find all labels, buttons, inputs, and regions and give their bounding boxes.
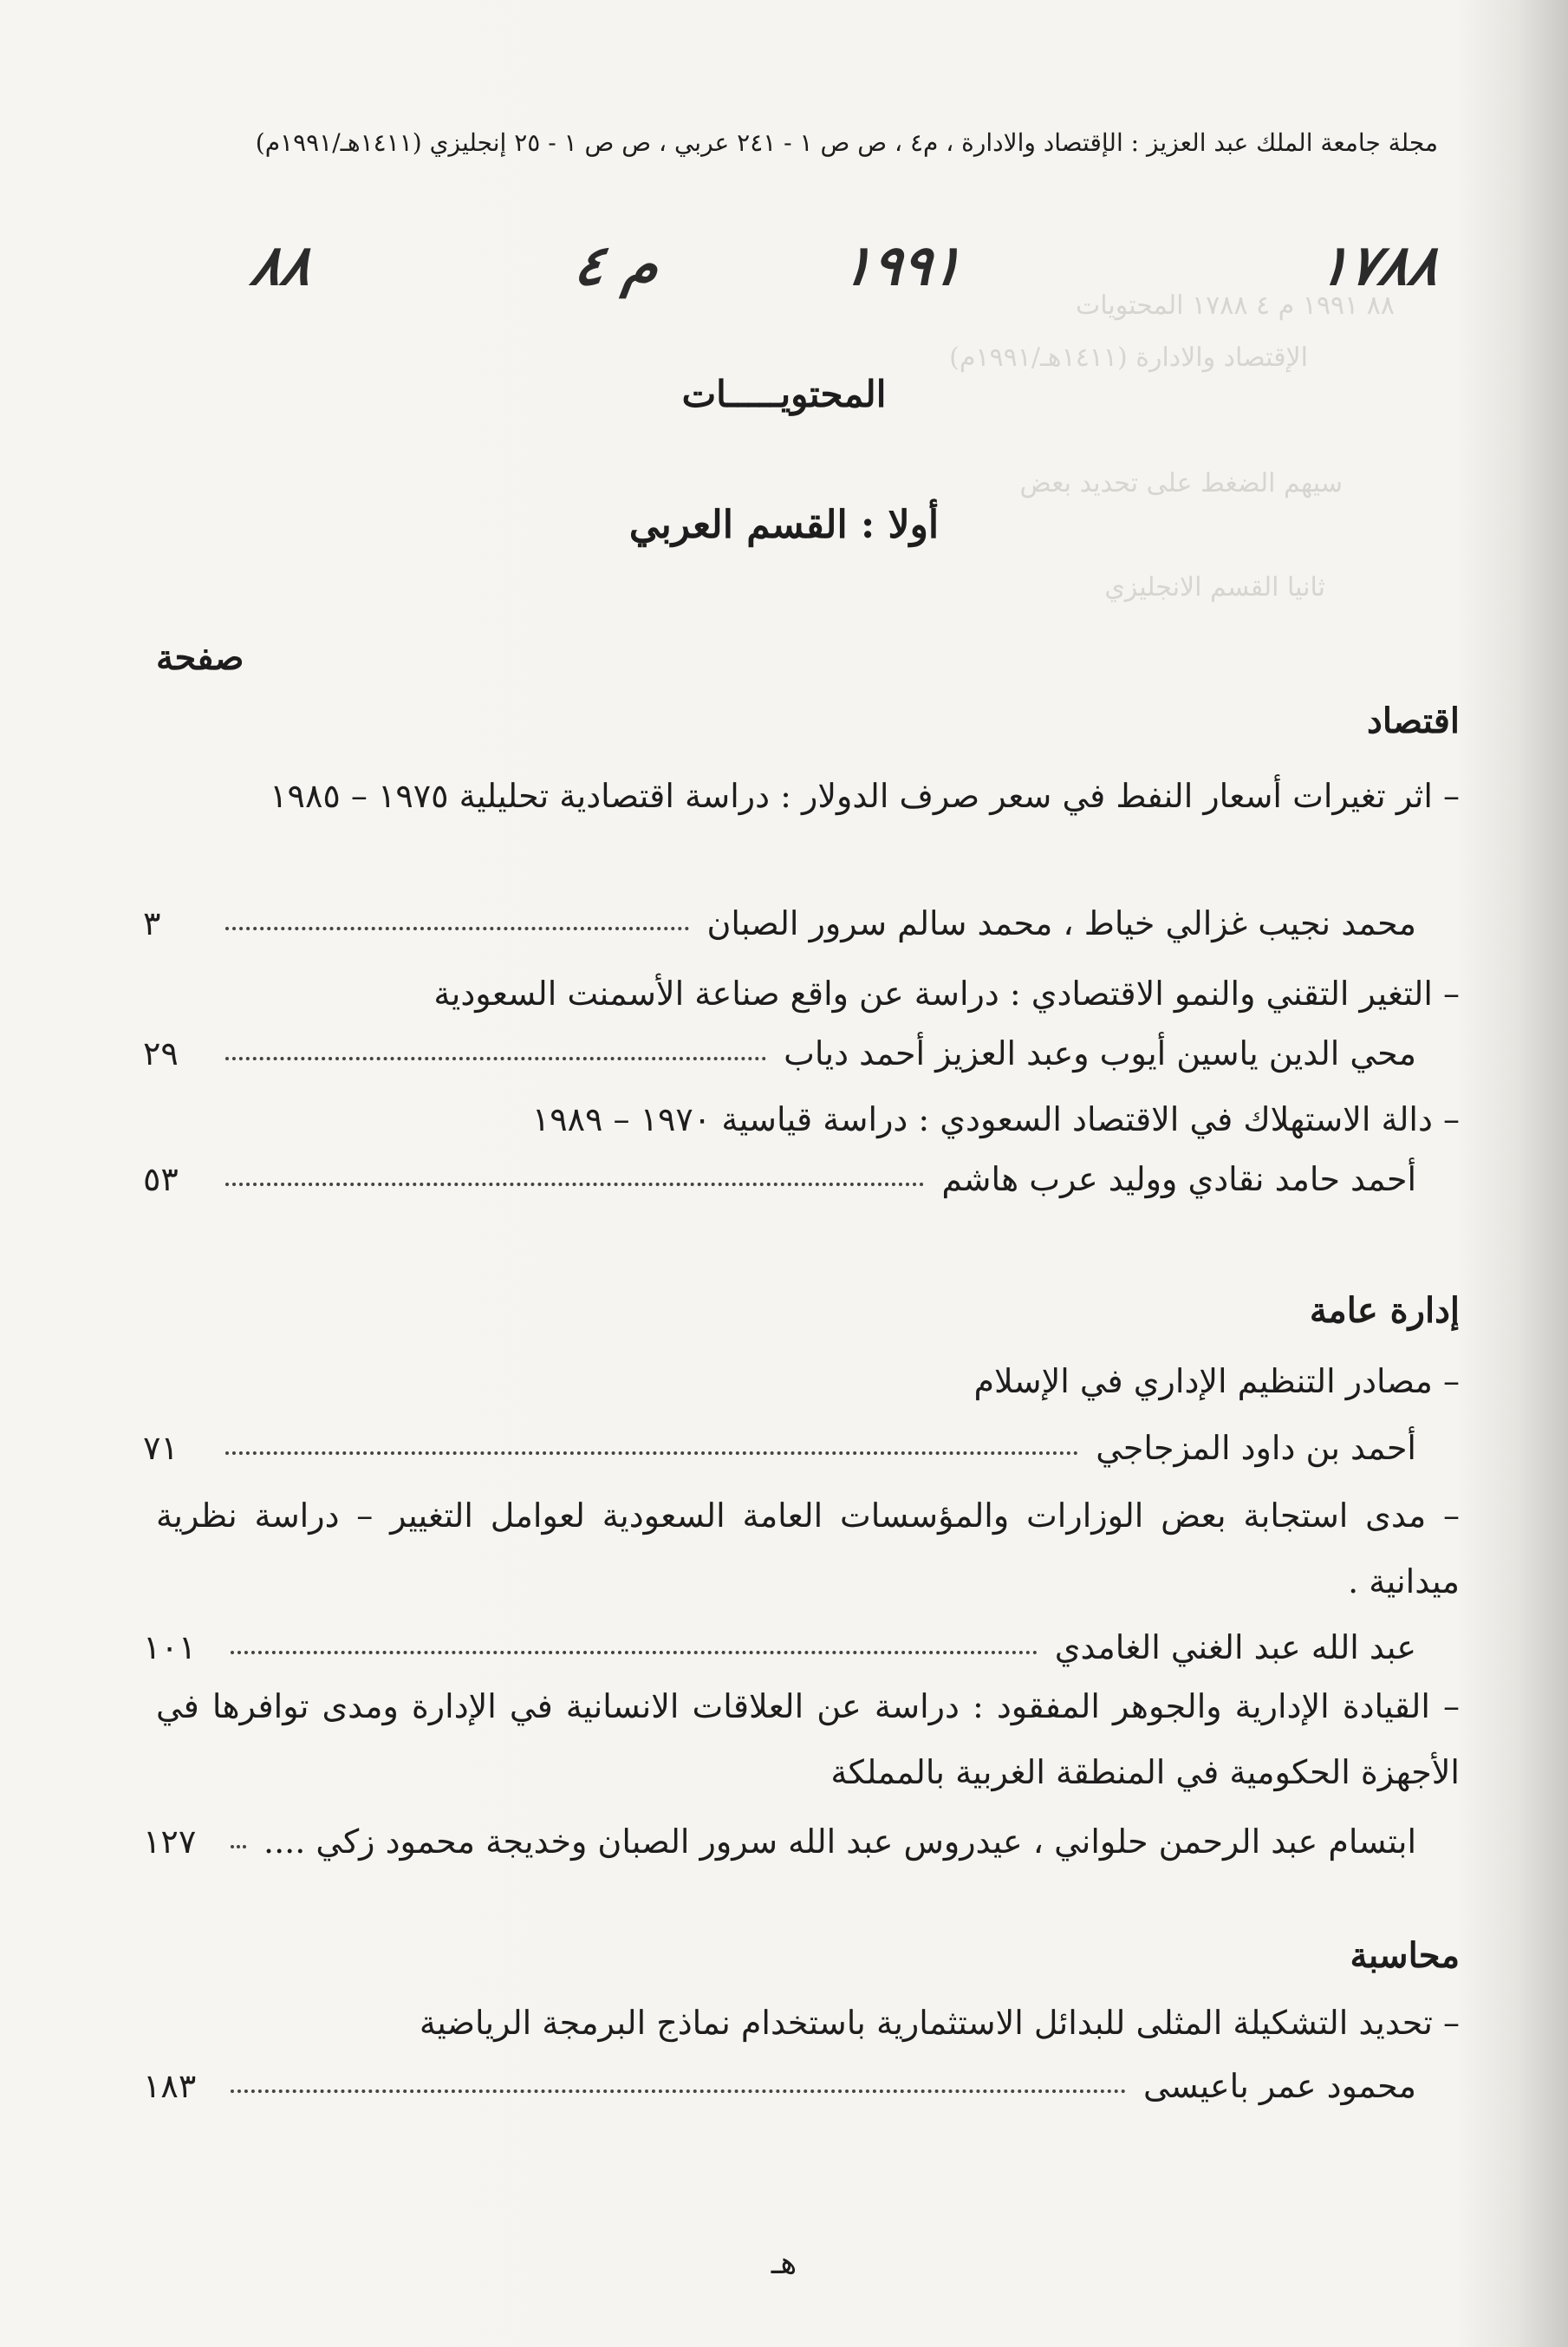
contents-title: المحتويـــــات [681,373,887,415]
page-column-label: صفحة [156,637,244,678]
bleed-through-text: ثانيا القسم الانجليزي [1104,572,1325,603]
handwritten-accession-number: ١٧٨٨ [1314,234,1443,298]
entry-authors-row [143,2060,1416,2112]
bleed-through-text: الإقتصاد والادارة (١٤١١هـ/١٩٩١م) [949,342,1308,373]
entry-authors-row [143,1422,1416,1474]
entry-title: – اثر تغيرات أسعار النفط في سعر صرف الدولار : دراسة اقتصادية تحليلية ١٩٧٥ – ١٩٨٥ [270,777,1460,815]
category-heading: اقتصاد [1367,701,1460,741]
entry-page-number: ٧١ [143,1429,179,1467]
leader-dots [231,1835,246,1848]
entry-page-number: ١٠١ [143,1628,197,1666]
entry-page-number: ١٢٧ [143,1822,197,1861]
page-mark: هـ [771,2246,797,2281]
bleed-through-text: سيهم الضغط على تحديد بعض [1019,468,1343,499]
entry-authors-row [143,897,1416,949]
entry-authors: عبد الله عبد الغني الغامدي [1054,1628,1416,1666]
entry-title: – تحديد التشكيلة المثلى للبدائل الاستثمارية باستخدام نماذج البرمجة الرياضية [419,2004,1460,2042]
section-title: أولا : القسم العربي [628,503,940,547]
entry-authors: محي الدين ياسين أيوب وعبد العزيز أحمد دياب [784,1034,1416,1072]
leader-dots [231,2079,1126,2093]
entry-page-number: ٣ [143,904,161,942]
entry-authors: ابتسام عبد الرحمن حلواني ، عيدروس عبد الله سرور الصبان وخديجة محمود زكي .... [264,1822,1416,1861]
category-heading: محاسبة [1350,1935,1460,1976]
entry-page-number: ١٨٣ [143,2067,197,2105]
leader-dots [225,1441,1078,1455]
entry-title: – مصادر التنظيم الإداري في الإسلام [973,1362,1460,1400]
leader-dots [225,1172,924,1186]
entry-authors: أحمد بن داود المزجاجي [1096,1429,1416,1467]
leader-dots [231,1640,1037,1654]
entry-authors-row [143,1027,1416,1079]
entry-authors-row [143,1621,1416,1673]
entry-page-number: ٢٩ [143,1034,179,1072]
bleed-through-text: ٨٨ ١٩٩١ م ٤ ١٧٨٨ المحتويات [1075,290,1395,321]
leader-dots [225,916,689,930]
entry-page-number: ٥٣ [143,1160,179,1198]
entry-authors: محمود عمر باعيسى [1142,2067,1416,2105]
entry-authors-row [143,1816,1416,1868]
entry-authors-row [143,1153,1416,1205]
entry-authors: محمد نجيب غزالي خياط ، محمد سالم سرور الصبان [706,904,1416,942]
handwritten-year: ١٩٩١ [837,234,966,298]
handwritten-volume: م ٤ [569,234,663,298]
journal-citation: مجلة جامعة الملك عبد العزيز : الإقتصاد والادارة ، م٤ ، ص ص ١ - ٢٤١ عربي ، ص ص ١ - ٢٥ إنجليزي (١٤١١هـ/١٩٩١م) [255,128,1438,157]
entry-title: – دالة الاستهلاك في الاقتصاد السعودي : دراسة قياسية ١٩٧٠ – ١٩٨٩ [531,1100,1460,1138]
entry-authors: أحمد حامد نقادي ووليد عرب هاشم [941,1160,1416,1198]
leader-dots [225,1046,766,1060]
entry-title: – القيادة الإدارية والجوهر المفقود : دراسة عن العلاقات الانسانية في الإدارة ومدى توافرها في الأجهزة الحكومية في المنطقة الغربية بالمملكة [156,1687,1460,1791]
handwritten-code: ٨٨ [247,234,316,298]
entry-title: – مدى استجابة بعض الوزارات والمؤسسات العامة السعودية لعوامل التغيير – دراسة نظرية ميدانية . [156,1496,1460,1601]
category-heading: إدارة عامة [1309,1290,1460,1331]
entry-title: – التغير التقني والنمو الاقتصادي : دراسة عن واقع صناعة الأسمنت السعودية [433,975,1460,1013]
